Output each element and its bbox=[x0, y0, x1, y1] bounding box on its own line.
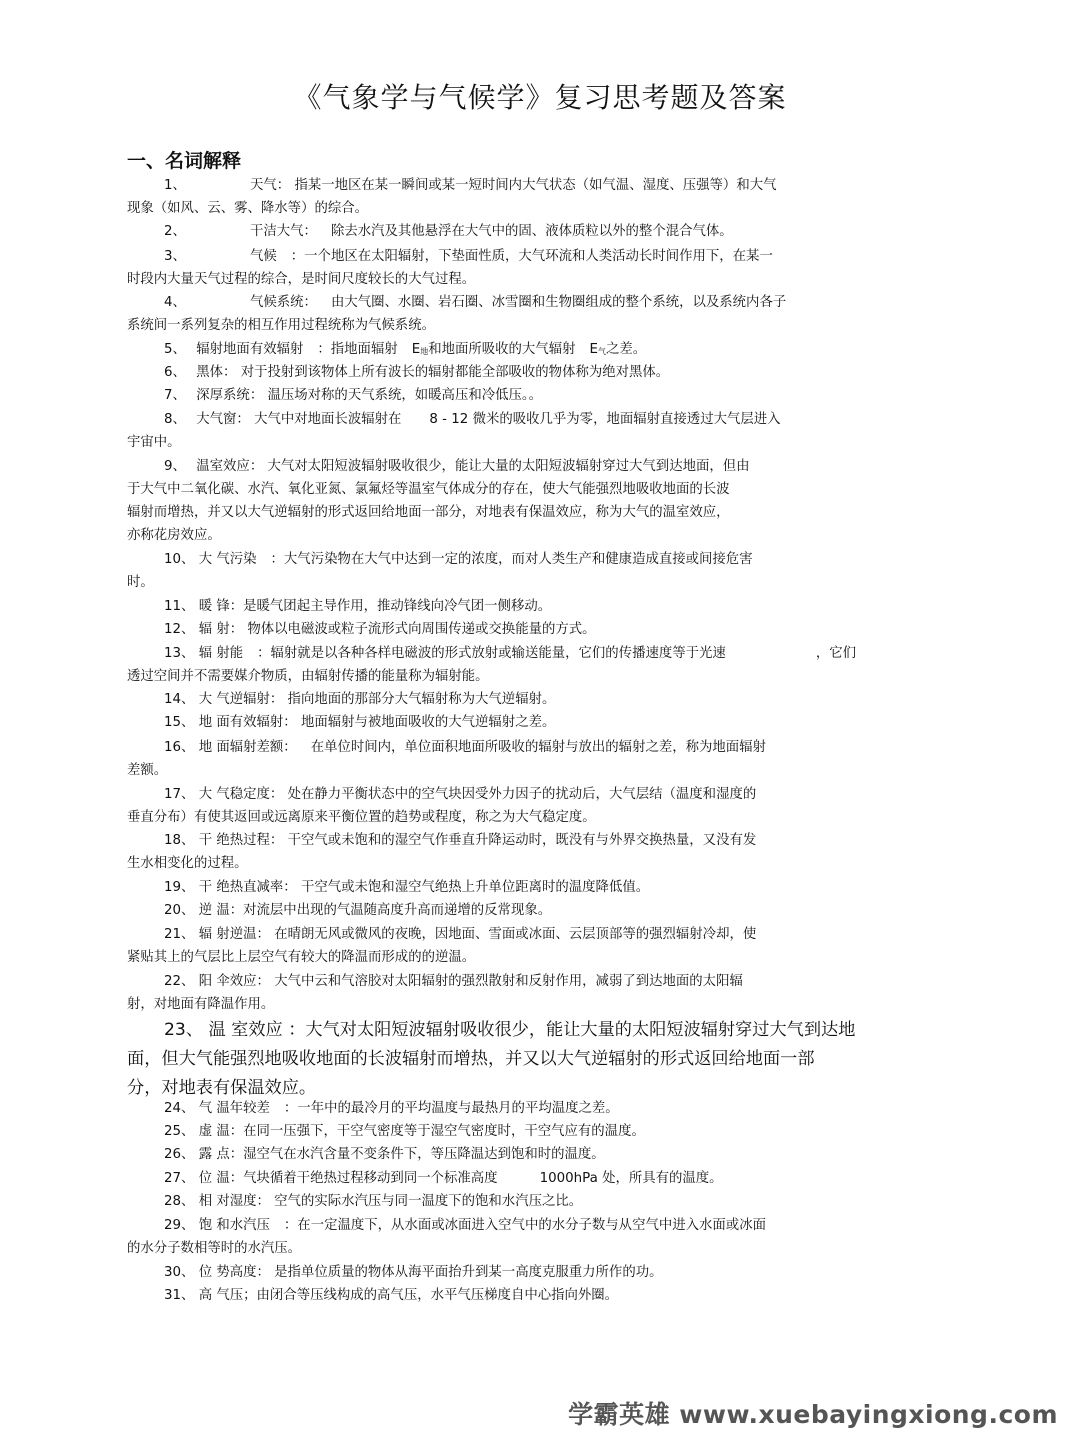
definition-item: 30、 位 势高度： 是指单位质量的物体从海平面抬升到某一高度克服重力所作的功。 bbox=[164, 1265, 663, 1280]
definition-item: 3、 气候 ：一个地区在太阳辐射，下垫面性质，大气环流和人类活动长时间作用下，在某一 时段内大量天气过程的综合，是时间尺度较长的大气过程。 bbox=[127, 249, 773, 287]
definition-item: 17、 大 气稳定度： 处在静力平衡状态中的空气块因受外力因子的扰动后，大气层结（温度和湿度的 垂直分布）有使其返回或远离原来平衡位置的趋势或程度，称之为大气稳定度。 bbox=[127, 787, 757, 825]
definition-item: 10、 大 气污染 ：大气污染物在大气中达到一定的浓度，而对人类生产和健康造成直接或间接危害 时。 bbox=[127, 552, 753, 590]
definition-item: 27、 位 温：气块循着干绝热过程移动到同一个标准高度 1000hPa 处，所具有的温度。 bbox=[164, 1171, 723, 1186]
definition-item: 1、 天气： 指某一地区在某一瞬间或某一短时间内大气状态（如气温、湿度、压强等）和大气 现象（如风、云、雾、降水等）的综合。 bbox=[127, 178, 777, 216]
definition-item: 2、 干洁大气： 除去水汽及其他悬浮在大气中的固、液体质粒以外的整个混合气体。 bbox=[164, 224, 733, 239]
definition-item: 18、 干 绝热过程： 干空气或未饱和的湿空气作垂直升降运动时，既没有与外界交换热量，又没有发 生水相变化的过程。 bbox=[127, 833, 757, 871]
definition-item: 26、 露 点：湿空气在水汽含量不变条件下，等压降温达到饱和时的温度。 bbox=[164, 1147, 605, 1162]
definition-item: 8、 大气窗： 大气中对地面长波辐射在 8 - 12 微米的吸收几乎为零，地面辐射直接透过大气层进入 宇宙中。 bbox=[127, 412, 781, 450]
definition-item: 11、 暖 锋：是暖气团起主导作用，推动锋线向冷气团一侧移动。 bbox=[164, 599, 552, 614]
definition-item: 21、 辐 射逆温： 在晴朗无风或微风的夜晚，因地面、雪面或冰面、云层顶部等的强烈辐射冷却，使 紧贴其上的气层比上层空气有较大的降温而形成的的逆温。 bbox=[127, 927, 757, 965]
page-title: 《气象学与气候学》复习思考题及答案 bbox=[293, 81, 787, 114]
definition-item: 14、 大 气逆辐射： 指向地面的那部分大气辐射称为大气逆辐射。 bbox=[164, 692, 556, 707]
definition-item: 6、 黑体： 对于投射到该物体上所有波长的辐射都能全部吸收的物体称为绝对黑体。 bbox=[164, 365, 670, 380]
definition-item: 4、 气候系统： 由大气圈、水圈、岩石圈、冰雪圈和生物圈组成的整个系统，以及系统内各子 系统间一系列复杂的相互作用过程统称为气候系统。 bbox=[127, 295, 787, 333]
definition-item: 24、 气 温年较差 ：一年中的最冷月的平均温度与最热月的平均温度之差。 bbox=[164, 1101, 619, 1116]
definition-item: 7、 深厚系统： 温压场对称的天气系统，如暖高压和冷低压。。 bbox=[164, 388, 542, 403]
definition-item: 20、 逆 温：对流层中出现的气温随高度升高而递增的反常现象。 bbox=[164, 903, 552, 918]
definition-item: 28、 相 对湿度： 空气的实际水汽压与同一温度下的饱和水汽压之比。 bbox=[164, 1194, 583, 1209]
definition-item: 16、 地 面辐射差额： 在单位时间内，单位面积地面所吸收的辐射与放出的辐射之差，称为地面辐射 差额。 bbox=[127, 740, 766, 778]
definition-item: 22、 阳 伞效应： 大气中云和气溶胶对太阳辐射的强烈散射和反射作用，减弱了到达地面的太阳辐 射，对地面有降温作用。 bbox=[127, 974, 743, 1012]
definition-item: 12、 辐 射： 物体以电磁波或粒子流形式向周围传递或交换能量的方式。 bbox=[164, 622, 596, 637]
footer-watermark: 学霸英雄 www.xuebayingxiong.com bbox=[568, 1400, 1058, 1429]
definition-item: 9、 温室效应： 大气对太阳短波辐射吸收很少，能让大量的太阳短波辐射穿过大气到达地面，但由 于大气中二氧化碳、水汽、氧化亚氮、氯氟烃等温室气体成分的存在，使大气能强烈地吸收地面的长波 辐射而增热，并又以大气逆辐射的形式返回给地面一部分，对地表有保温效应，称为大气的温室效应， 亦称花房效应。 bbox=[127, 459, 750, 543]
definition-item: 5、 辐射地面有效辐射 ：指地面辐射 $E_地$和地面所吸收的大气辐射 $E_气$之差。 bbox=[164, 342, 647, 357]
definition-item: 19、 干 绝热直减率： 干空气或未饱和湿空气绝热上升单位距离时的温度降低值。 bbox=[164, 880, 650, 895]
definition-item: 13、 辐 射能 ：辐射就是以各种各样电磁波的形式放射或输送能量，它们的传播速度等于光速 ，它们 透过空间并不需要媒介物质，由辐射传播的能量称为辐射能。 bbox=[127, 646, 856, 684]
definition-item: 25、 虚 温：在同一压强下，干空气密度等于湿空气密度时，干空气应有的温度。 bbox=[164, 1124, 645, 1139]
definition-item: 15、 地 面有效辐射： 地面辐射与被地面吸收的大气逆辐射之差。 bbox=[164, 715, 556, 730]
definition-item: 31、 高 气压；由闭合等压线构成的高气压，水平气压梯度自中心指向外圈。 bbox=[164, 1288, 619, 1303]
definition-item: 23、 温 室效应 ：大气对太阳短波辐射吸收很少，能让大量的太阳短波辐射穿过大气到达地 面，但大气能强烈地吸收地面的长波辐射而增热，并又以大气逆辐射的形式返回给地面一部 分，对地表有保温效应。 bbox=[127, 1020, 856, 1098]
definition-item: 29、 饱 和水汽压 ：在一定温度下，从水面或冰面进入空气中的水分子数与从空气中进入水面或冰面 的水分子数相等时的水汽压。 bbox=[127, 1218, 766, 1256]
section-heading: 一、名词解释 bbox=[127, 150, 242, 172]
